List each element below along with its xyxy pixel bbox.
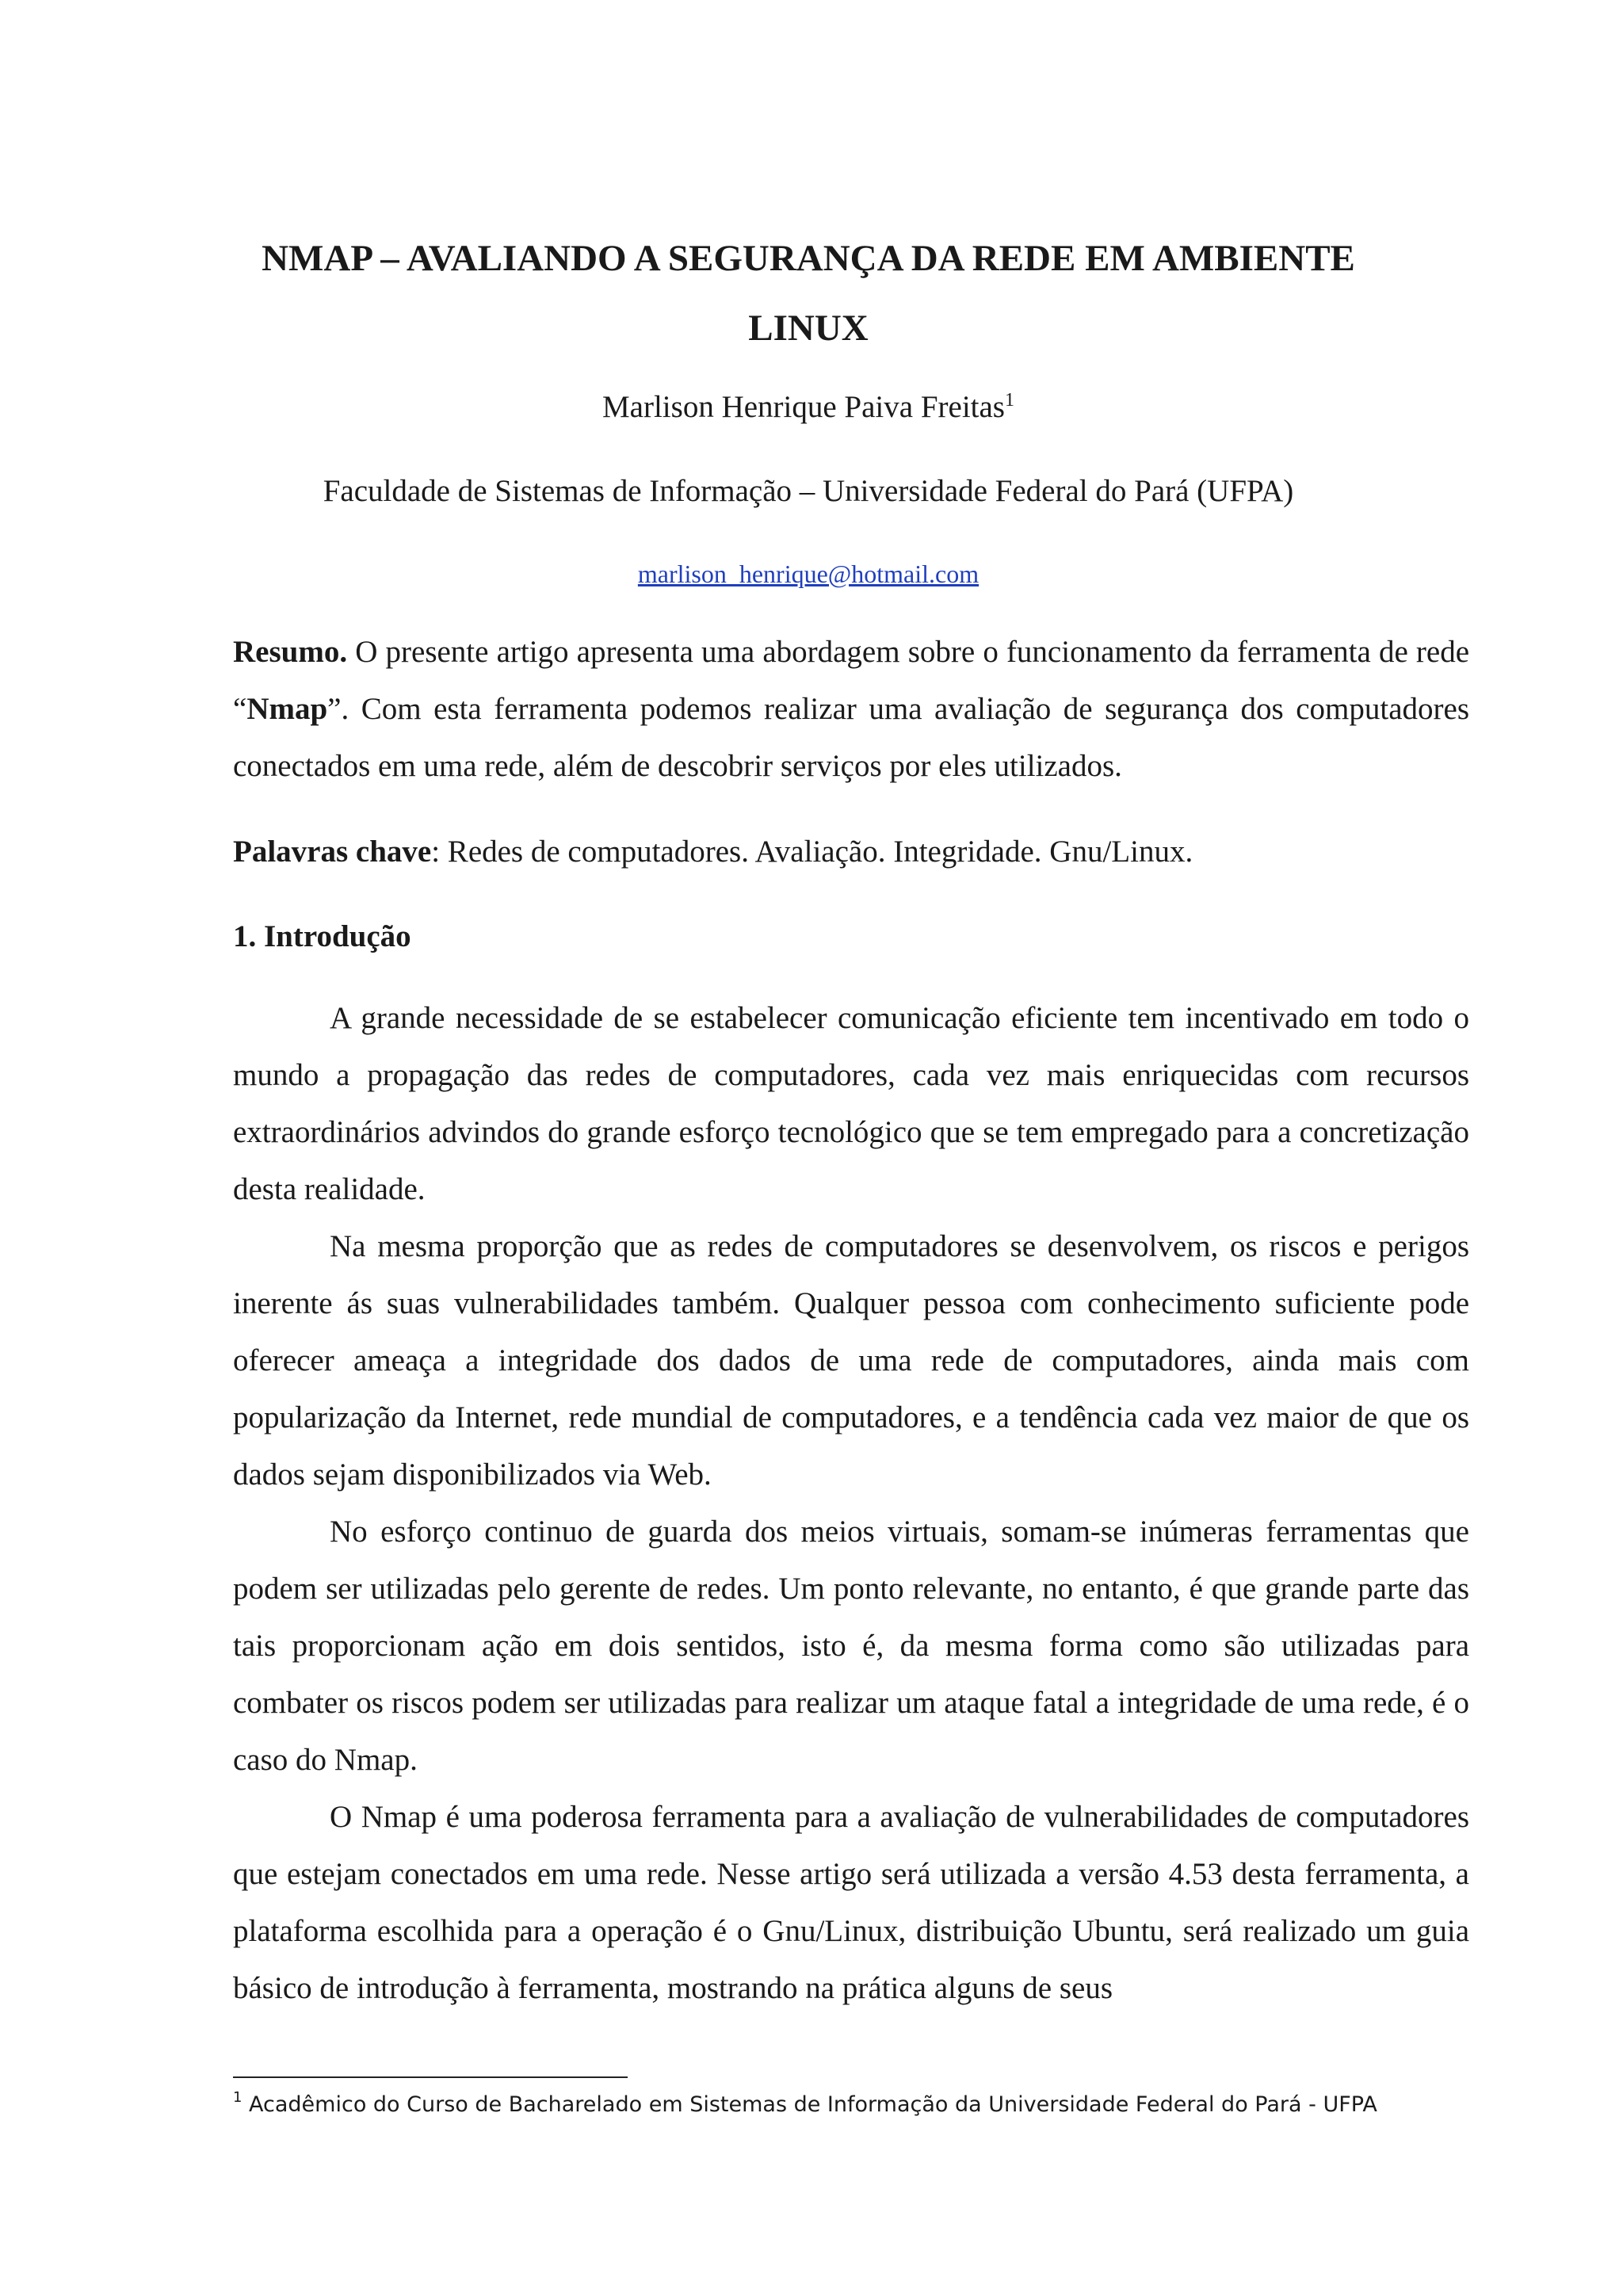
email-line bbox=[230, 555, 1387, 593]
footnote bbox=[233, 2089, 1377, 2121]
abstract bbox=[233, 624, 1469, 795]
author-name: Marlison Henrique Paiva Freitas bbox=[602, 390, 1005, 424]
introduction-body bbox=[233, 990, 1469, 2017]
abstract-text-1: O presente artigo apresenta uma abordagem sobre o funcionamento da ferramenta de rede “ bbox=[233, 635, 1469, 726]
footnote-text: Acadêmico do Curso de Bacharelado em Sistemas de Informação da Universidade Federal do Pará - UFPA bbox=[242, 2092, 1377, 2117]
paper-title-line-2: LINUX bbox=[748, 308, 869, 349]
intro-paragraph-3: No esforço continuo de guarda dos meios virtuais, somam-se inúmeras ferramentas que podem ser utilizadas pelo gerente de redes. Um ponto relevante, no entanto, é que grande parte das tais proporcionam ação em dois sentidos, isto é, da mesma forma como são utilizadas para combater os riscos podem ser utilizadas para realizar um ataque fatal a integridade de uma rede, é o caso do Nmap. bbox=[233, 1515, 1469, 1777]
abstract-emphasis: Nmap bbox=[246, 692, 328, 726]
email-link[interactable]: marlison_henrique@hotmail.com bbox=[637, 560, 980, 588]
footnote-divider bbox=[233, 2076, 628, 2078]
section-heading-introduction: 1. Introdução bbox=[233, 919, 411, 953]
keywords-label: Palavras chave bbox=[233, 835, 432, 869]
author-line bbox=[230, 385, 1387, 430]
intro-paragraph-1: A grande necessidade de se estabelecer comunicação eficiente tem incentivado em todo o mundo a propagação das redes de computadores, cada vez mais enriquecidas com recursos extraordinários advindos do grande esforço tecnológico que se tem empregado para a concretização desta realidade. bbox=[233, 1001, 1469, 1206]
paper-title-line-1: NMAP – AVALIANDO A SEGURANÇA DA REDE EM AMBIENTE bbox=[262, 238, 1355, 279]
intro-paragraph-2: Na mesma proporção que as redes de computadores se desenvolvem, os riscos e perigos inerente ás suas vulnerabilidades também. Qualquer pessoa com conhecimento suficiente pode oferecer ameaça a integridade dos dados de uma rede de computadores, ainda mais com popularização da Internet, rede mundial de computadores, e a tendência cada vez maior de que os dados sejam disponibilizados via Web. bbox=[233, 1229, 1469, 1492]
paper-title bbox=[230, 223, 1387, 363]
keywords bbox=[233, 823, 1469, 881]
author-footnote-mark: 1 bbox=[1004, 390, 1014, 411]
abstract-label: Resumo. bbox=[233, 635, 348, 669]
footnote-mark: 1 bbox=[233, 2089, 242, 2106]
keywords-text: : Redes de computadores. Avaliação. Integridade. Gnu/Linux. bbox=[431, 835, 1193, 869]
affiliation: Faculdade de Sistemas de Informação – Universidade Federal do Pará (UFPA) bbox=[323, 474, 1294, 508]
abstract-text-2: ”. Com esta ferramenta podemos realizar uma avaliação de segurança dos computadores conectados em uma rede, além de descobrir serviços por eles utilizados. bbox=[233, 692, 1469, 783]
intro-paragraph-4: O Nmap é uma poderosa ferramenta para a avaliação de vulnerabilidades de computadores que estejam conectados em uma rede. Nesse artigo será utilizada a versão 4.53 desta ferramenta, a plataforma escolhida para a operação é o Gnu/Linux, distribuição Ubuntu, será realizado um guia básico de introdução à ferramenta, mostrando na prática alguns de seus bbox=[233, 1800, 1469, 2005]
